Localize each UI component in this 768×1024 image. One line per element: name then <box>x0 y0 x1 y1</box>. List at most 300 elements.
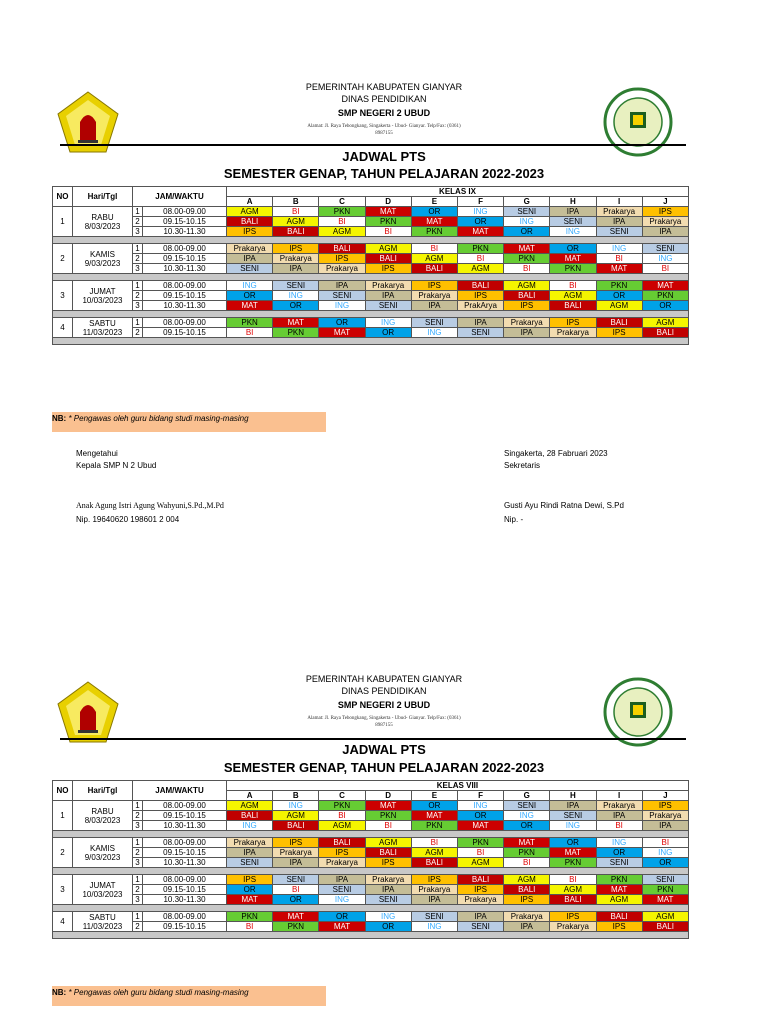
table-row <box>53 254 689 264</box>
subject-cell: OR <box>457 811 503 821</box>
subject-cell: Prakarya <box>411 885 457 895</box>
subject-cell: ING <box>319 301 365 311</box>
session-number: 1 <box>133 318 143 328</box>
subject-cell: Prakarya <box>319 858 365 868</box>
subject-cell: PKN <box>642 291 688 301</box>
table-row <box>53 264 689 274</box>
subject-cell: MAT <box>319 922 365 932</box>
session-time: 10.30-11.30 <box>143 895 227 905</box>
subject-cell: BI <box>642 264 688 274</box>
subject-cell: MAT <box>550 254 596 264</box>
separator-row <box>53 831 689 838</box>
day-date: 10/03/2023 <box>82 295 123 305</box>
class-letter: D <box>365 197 411 207</box>
subject-cell: Prakarya <box>227 244 273 254</box>
subject-cell: PKN <box>457 244 503 254</box>
subject-cell: BALI <box>596 912 642 922</box>
header-row <box>53 781 689 791</box>
subject-cell: AGM <box>457 264 503 274</box>
subject-cell: SENI <box>596 227 642 237</box>
subject-cell: IPA <box>550 207 596 217</box>
subject-cell: PKN <box>227 318 273 328</box>
session-number: 2 <box>133 922 143 932</box>
subject-cell: IPS <box>273 838 319 848</box>
class-letter: J <box>642 197 688 207</box>
subject-cell: ING <box>457 207 503 217</box>
table-row <box>53 811 689 821</box>
subject-cell: IPS <box>550 912 596 922</box>
table-row <box>53 895 689 905</box>
subject-cell: Prakarya <box>596 801 642 811</box>
subject-cell: PKN <box>596 281 642 291</box>
col-no-header: NO <box>53 187 73 207</box>
header-row <box>53 187 689 197</box>
subject-cell: ING <box>411 922 457 932</box>
subject-cell: PKN <box>550 264 596 274</box>
separator-row <box>53 868 689 875</box>
table-row <box>53 875 689 885</box>
day-date: 8/03/2023 <box>84 815 121 825</box>
separator-cell <box>53 274 689 281</box>
note-box <box>52 412 326 432</box>
subject-cell: ING <box>273 801 319 811</box>
subject-cell: Prakarya <box>457 895 503 905</box>
table-row <box>53 328 689 338</box>
subject-cell: BI <box>596 254 642 264</box>
session-time: 09.15-10.15 <box>143 848 227 858</box>
subject-cell: SENI <box>319 885 365 895</box>
session-number: 3 <box>133 264 143 274</box>
subject-cell: IPS <box>319 848 365 858</box>
subject-cell: BALI <box>550 301 596 311</box>
sign-left-label-2: Kepala SMP N 2 Ubud <box>76 461 157 470</box>
subject-cell: OR <box>642 858 688 868</box>
sign-right-role: Sekretaris <box>504 461 541 470</box>
subject-cell: PKN <box>411 821 457 831</box>
subject-cell: OR <box>457 217 503 227</box>
subject-cell: AGM <box>273 217 319 227</box>
subject-cell: MAT <box>273 912 319 922</box>
sign-left-name: Anak Agung Istri Agung Wahyuni,S.Pd.,M.Pd <box>76 501 224 510</box>
subject-cell: AGM <box>411 848 457 858</box>
subject-cell: OR <box>411 801 457 811</box>
subject-cell: IPS <box>319 254 365 264</box>
sign-right-nip: Nip. - <box>504 515 524 524</box>
day-date: 9/03/2023 <box>84 852 121 862</box>
subject-cell: MAT <box>457 227 503 237</box>
subject-cell: MAT <box>642 895 688 905</box>
session-time: 10.30-11.30 <box>143 227 227 237</box>
separator-cell <box>53 905 689 912</box>
subject-cell: ING <box>504 811 550 821</box>
session-time: 08.00-09.00 <box>143 244 227 254</box>
subject-cell: BALI <box>411 264 457 274</box>
subject-cell: ING <box>596 244 642 254</box>
subject-cell: SENI <box>365 895 411 905</box>
subject-cell: BALI <box>642 328 688 338</box>
subject-cell: SENI <box>550 811 596 821</box>
class-letter: A <box>227 197 273 207</box>
day-date: 10/03/2023 <box>82 889 123 899</box>
class-letter: B <box>273 791 319 801</box>
subject-cell: Prakarya <box>550 328 596 338</box>
header-address: Alamat: Jl. Raya Tebongkang, Singakerta - Ubud- Gianyar. Telp/Fax: (0361) <box>307 716 461 721</box>
header-address-2: 8987155 <box>375 131 393 136</box>
table-row <box>53 848 689 858</box>
header-rule <box>60 144 686 146</box>
subject-cell: SENI <box>273 281 319 291</box>
session-number: 3 <box>133 821 143 831</box>
subject-cell: MAT <box>365 207 411 217</box>
subject-cell: BI <box>642 838 688 848</box>
session-number: 1 <box>133 912 143 922</box>
subject-cell: OR <box>273 301 319 311</box>
subject-cell: ING <box>642 254 688 264</box>
subject-cell: Prakarya <box>227 838 273 848</box>
subject-cell: OR <box>365 922 411 932</box>
subject-cell: BI <box>227 922 273 932</box>
subject-cell: SENI <box>411 912 457 922</box>
subject-cell: MAT <box>227 301 273 311</box>
subject-cell: AGM <box>411 254 457 264</box>
subject-cell: AGM <box>319 227 365 237</box>
class-letter: G <box>504 791 550 801</box>
col-time-header: JAM/WAKTU <box>133 187 227 207</box>
subject-cell: PKN <box>273 922 319 932</box>
subject-cell: ING <box>550 227 596 237</box>
sign-right-date: Singakerta, 28 Fabruari 2023 <box>504 449 608 458</box>
subject-cell: IPS <box>504 895 550 905</box>
subject-cell: ING <box>642 848 688 858</box>
header-address-2: 8987155 <box>375 723 393 728</box>
subject-cell: OR <box>504 821 550 831</box>
title-jadwal: JADWAL PTS <box>342 742 426 757</box>
subject-cell: BI <box>365 821 411 831</box>
subject-cell: BI <box>411 838 457 848</box>
header-address: Alamat: Jl. Raya Tebongkang, Singakerta - Ubud- Gianyar. Telp/Fax: (0361) <box>307 124 461 129</box>
col-time-header: JAM/WAKTU <box>133 781 227 801</box>
header-rule <box>60 738 686 740</box>
subject-cell: BALI <box>642 922 688 932</box>
subject-cell: Prakarya <box>504 318 550 328</box>
subject-cell: IPA <box>642 227 688 237</box>
sign-left-label-1: Mengetahui <box>76 449 118 458</box>
subject-cell: ING <box>457 801 503 811</box>
subject-cell: IPS <box>642 207 688 217</box>
subject-cell: OR <box>596 848 642 858</box>
subject-cell: IPS <box>596 328 642 338</box>
separator-cell <box>53 831 689 838</box>
session-number: 1 <box>133 207 143 217</box>
day-name: RABU <box>91 212 114 222</box>
subject-cell: IPS <box>411 875 457 885</box>
subject-cell: Prakarya <box>504 912 550 922</box>
class-letter: E <box>411 197 457 207</box>
subject-cell: IPA <box>550 801 596 811</box>
subject-cell: OR <box>642 301 688 311</box>
session-number: 1 <box>133 875 143 885</box>
day-cell <box>73 244 133 274</box>
subject-cell: BI <box>504 264 550 274</box>
subject-cell: BI <box>227 328 273 338</box>
subject-cell: IPS <box>504 301 550 311</box>
subject-cell: BALI <box>504 291 550 301</box>
note-prefix: NB: <box>52 988 67 997</box>
subject-cell: IPA <box>411 895 457 905</box>
class-letter: H <box>550 197 596 207</box>
title-semester: SEMESTER GENAP, TAHUN PELAJARAN 2022-2023 <box>223 166 545 181</box>
subject-cell: IPS <box>550 318 596 328</box>
note-prefix: NB: <box>52 414 67 423</box>
day-date: 11/03/2023 <box>82 327 123 337</box>
separator-cell <box>53 311 689 318</box>
subject-cell: BI <box>319 811 365 821</box>
subject-cell: SENI <box>365 301 411 311</box>
day-number: 2 <box>53 838 73 868</box>
subject-cell: IPS <box>365 858 411 868</box>
subject-cell: BI <box>411 244 457 254</box>
header-school-name: SMP NEGERI 2 UBUD <box>337 700 431 710</box>
schedule-page-2 <box>0 596 768 1024</box>
class-letter: E <box>411 791 457 801</box>
subject-cell: PKN <box>504 254 550 264</box>
subject-cell: BI <box>550 281 596 291</box>
subject-cell: OR <box>596 291 642 301</box>
subject-cell: OR <box>550 244 596 254</box>
subject-cell: OR <box>227 291 273 301</box>
day-name: KAMIS <box>90 843 115 853</box>
table-row <box>53 885 689 895</box>
header-line-2: DINAS PENDIDIKAN <box>341 94 427 104</box>
subject-cell: PKN <box>273 328 319 338</box>
session-time: 10.30-11.30 <box>143 264 227 274</box>
subject-cell: IPA <box>227 254 273 264</box>
subject-cell: SENI <box>642 244 688 254</box>
subject-cell: SENI <box>504 801 550 811</box>
subject-cell: BALI <box>504 885 550 895</box>
session-number: 2 <box>133 217 143 227</box>
separator-row <box>53 338 689 345</box>
subject-cell: BALI <box>319 244 365 254</box>
session-time: 08.00-09.00 <box>143 912 227 922</box>
subject-cell: SENI <box>550 217 596 227</box>
header-line-1: PEMERINTAH KABUPATEN GIANYAR <box>305 82 463 92</box>
subject-cell: MAT <box>273 318 319 328</box>
day-cell <box>73 801 133 831</box>
session-number: 3 <box>133 227 143 237</box>
subject-cell: IPS <box>642 801 688 811</box>
table-row <box>53 217 689 227</box>
session-number: 2 <box>133 328 143 338</box>
subject-cell: MAT <box>227 895 273 905</box>
kelas-header: KELAS VIII <box>227 781 689 791</box>
subject-cell: BALI <box>273 821 319 831</box>
subject-cell: IPA <box>642 821 688 831</box>
subject-cell: MAT <box>596 885 642 895</box>
session-time: 09.15-10.15 <box>143 328 227 338</box>
session-time: 09.15-10.15 <box>143 291 227 301</box>
session-number: 3 <box>133 895 143 905</box>
subject-cell: IPA <box>596 811 642 821</box>
session-time: 08.00-09.00 <box>143 838 227 848</box>
table-row <box>53 912 689 922</box>
subject-cell: AGM <box>596 895 642 905</box>
day-cell <box>73 281 133 311</box>
subject-cell: SENI <box>457 922 503 932</box>
subject-cell: MAT <box>411 811 457 821</box>
subject-cell: ING <box>365 318 411 328</box>
subject-cell: IPA <box>596 217 642 227</box>
class-letter: D <box>365 791 411 801</box>
col-day-header: Hari/Tgl <box>73 781 133 801</box>
schedule-table-kelas-viii <box>52 780 689 939</box>
subject-cell: MAT <box>504 244 550 254</box>
subject-cell: AGM <box>504 875 550 885</box>
subject-cell: PrakArya <box>457 301 503 311</box>
subject-cell: BALI <box>457 281 503 291</box>
note-text: * Pengawas oleh guru bidang studi masing-masing <box>68 988 249 997</box>
note-text: * Pengawas oleh guru bidang studi masing-masing <box>68 414 249 423</box>
title-semester: SEMESTER GENAP, TAHUN PELAJARAN 2022-2023 <box>223 760 545 775</box>
session-number: 2 <box>133 848 143 858</box>
subject-cell: ING <box>411 328 457 338</box>
subject-cell: AGM <box>642 912 688 922</box>
schedule-table-kelas-ix <box>52 186 689 345</box>
title-jadwal: JADWAL PTS <box>342 149 426 164</box>
session-number: 1 <box>133 801 143 811</box>
separator-cell <box>53 932 689 939</box>
subject-cell: SENI <box>273 875 319 885</box>
subject-cell: ING <box>273 291 319 301</box>
session-time: 09.15-10.15 <box>143 254 227 264</box>
subject-cell: BI <box>457 848 503 858</box>
subject-cell: BI <box>457 254 503 264</box>
separator-row <box>53 905 689 912</box>
subject-cell: IPS <box>457 885 503 895</box>
subject-cell: BALI <box>365 254 411 264</box>
subject-cell: IPA <box>365 291 411 301</box>
day-number: 1 <box>53 207 73 237</box>
subject-cell: SENI <box>596 858 642 868</box>
table-row <box>53 244 689 254</box>
session-number: 1 <box>133 244 143 254</box>
subject-cell: IPS <box>227 227 273 237</box>
day-number: 3 <box>53 281 73 311</box>
subject-cell: OR <box>273 895 319 905</box>
subject-cell: IPS <box>457 291 503 301</box>
subject-cell: IPS <box>273 244 319 254</box>
day-name: JUMAT <box>89 880 116 890</box>
subject-cell: Prakarya <box>273 848 319 858</box>
subject-cell: IPA <box>273 858 319 868</box>
subject-cell: PKN <box>365 811 411 821</box>
subject-cell: OR <box>411 207 457 217</box>
subject-cell: IPA <box>365 885 411 895</box>
subject-cell: PKN <box>365 217 411 227</box>
subject-cell: BALI <box>457 875 503 885</box>
subject-cell: IPS <box>227 875 273 885</box>
subject-cell: AGM <box>457 858 503 868</box>
school-logo-icon <box>602 86 674 158</box>
class-letter: I <box>596 791 642 801</box>
separator-cell <box>53 237 689 244</box>
separator-cell <box>53 868 689 875</box>
subject-cell: Prakarya <box>550 922 596 932</box>
subject-cell: PKN <box>411 227 457 237</box>
session-number: 1 <box>133 281 143 291</box>
day-name: JUMAT <box>89 286 116 296</box>
subject-cell: IPA <box>411 301 457 311</box>
day-number: 4 <box>53 912 73 932</box>
subject-cell: PKN <box>319 801 365 811</box>
session-number: 1 <box>133 838 143 848</box>
subject-cell: MAT <box>457 821 503 831</box>
subject-cell: OR <box>319 912 365 922</box>
subject-cell: BALI <box>596 318 642 328</box>
session-number: 2 <box>133 811 143 821</box>
subject-cell: BI <box>273 207 319 217</box>
table-row <box>53 227 689 237</box>
subject-cell: AGM <box>319 821 365 831</box>
subject-cell: Prakarya <box>596 207 642 217</box>
table-row <box>53 318 689 328</box>
session-number: 3 <box>133 858 143 868</box>
subject-cell: BALI <box>227 811 273 821</box>
subject-cell: OR <box>550 838 596 848</box>
day-cell <box>73 318 133 338</box>
subject-cell: BALI <box>411 858 457 868</box>
subject-cell: AGM <box>273 811 319 821</box>
subject-cell: AGM <box>227 207 273 217</box>
session-number: 2 <box>133 254 143 264</box>
class-letter: C <box>319 791 365 801</box>
separator-row <box>53 311 689 318</box>
subject-cell: OR <box>504 227 550 237</box>
sign-left-nip: Nip. 19640620 198601 2 004 <box>76 515 180 524</box>
class-letter: J <box>642 791 688 801</box>
separator-row <box>53 932 689 939</box>
subject-cell: IPS <box>365 264 411 274</box>
session-time: 08.00-09.00 <box>143 801 227 811</box>
table-row <box>53 301 689 311</box>
subject-cell: Prakarya <box>319 264 365 274</box>
subject-cell: PKN <box>504 848 550 858</box>
table-row <box>53 821 689 831</box>
subject-cell: OR <box>227 885 273 895</box>
table-row <box>53 838 689 848</box>
subject-cell: BALI <box>227 217 273 227</box>
subject-cell: MAT <box>319 328 365 338</box>
subject-cell: SENI <box>642 875 688 885</box>
table-row <box>53 291 689 301</box>
subject-cell: IPA <box>319 281 365 291</box>
class-letter: B <box>273 197 319 207</box>
day-cell <box>73 875 133 905</box>
subject-cell: IPA <box>457 318 503 328</box>
subject-cell: MAT <box>504 838 550 848</box>
day-name: SABTU <box>89 318 116 328</box>
day-number: 2 <box>53 244 73 274</box>
session-time: 08.00-09.00 <box>143 207 227 217</box>
day-cell <box>73 838 133 868</box>
session-time: 10.30-11.30 <box>143 821 227 831</box>
day-number: 3 <box>53 875 73 905</box>
class-letter: A <box>227 791 273 801</box>
class-letter: H <box>550 791 596 801</box>
subject-cell: IPA <box>504 922 550 932</box>
subject-cell: SENI <box>319 291 365 301</box>
session-time: 10.30-11.30 <box>143 858 227 868</box>
